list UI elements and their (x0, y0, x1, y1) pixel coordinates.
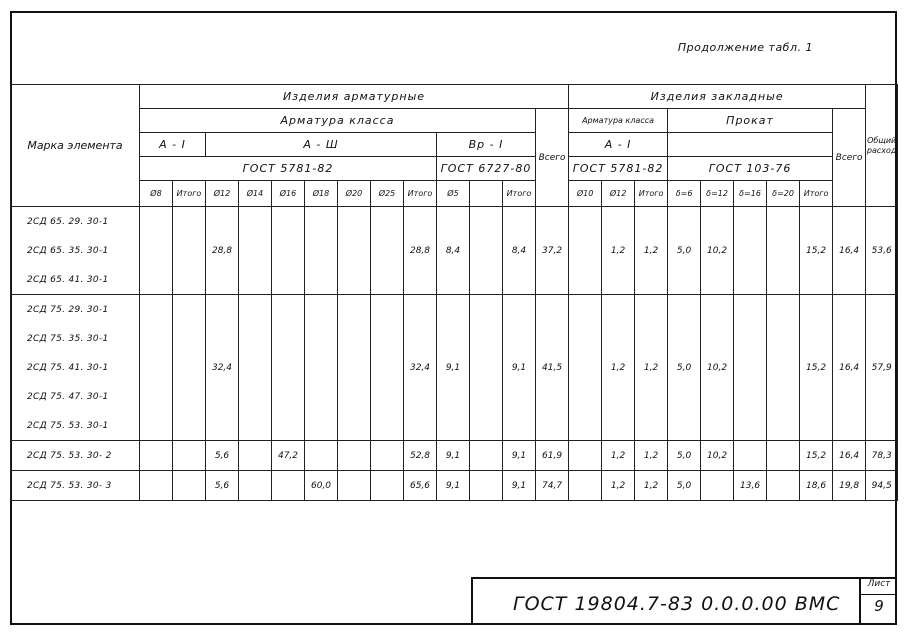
column-header: δ=16 (734, 181, 767, 207)
document-code: ГОСТ 19804.7-83 0.0.0.00 ВМС (513, 593, 841, 615)
obshchiy-header: Общий расход (866, 85, 898, 207)
table-cell: 15,2 (800, 441, 833, 471)
table-cell (239, 471, 272, 501)
gost-5781-zakl-header: ГОСТ 5781-82 (569, 157, 668, 181)
table-cell: 61,9 (536, 441, 569, 471)
column-header: δ=12 (701, 181, 734, 207)
table-continuation-label: Продолжение табл. 1 (677, 41, 813, 54)
table-cell (140, 441, 173, 471)
armatura-klassa-header: Арматура класса (140, 109, 536, 133)
table-cell (767, 441, 800, 471)
table-cell: 10,2 (701, 441, 734, 471)
table-cell: 1,2 (602, 441, 635, 471)
gost-6727-header: ГОСТ 6727-80 (437, 157, 536, 181)
column-header: Ø14 (239, 181, 272, 207)
table-cell: 9,1 (437, 471, 470, 501)
gost-103-header: ГОСТ 103-76 (668, 157, 833, 181)
column-header: Итого (635, 181, 668, 207)
table-cell (173, 207, 206, 295)
table-cell (371, 441, 404, 471)
table-cell: 8,4 (503, 207, 536, 295)
column-header (470, 181, 503, 207)
column-header: δ=20 (767, 181, 800, 207)
marka-header: Марка элемента (11, 85, 140, 207)
column-header: Ø18 (305, 181, 338, 207)
table-cell (272, 471, 305, 501)
column-header: Ø16 (272, 181, 305, 207)
table-cell (767, 471, 800, 501)
table-cell: 1,2 (635, 471, 668, 501)
table-cell: 47,2 (272, 441, 305, 471)
table-cell (470, 471, 503, 501)
column-header: Ø5 (437, 181, 470, 207)
table-cell: 9,1 (437, 295, 470, 441)
gost-5781-header: ГОСТ 5781-82 (140, 157, 437, 181)
table-cell (371, 471, 404, 501)
element-mark: 2СД 75. 53. 30-1 (11, 411, 140, 441)
table-cell: 65,6 (404, 471, 437, 501)
table-cell: 5,6 (206, 441, 239, 471)
table-cell (305, 207, 338, 295)
armatura-klassa-zakl-header: Арматура класса (569, 109, 668, 133)
table-cell (734, 441, 767, 471)
element-mark: 2СД 75. 53. 30- 3 (11, 471, 140, 501)
table-cell (338, 295, 371, 441)
table-cell: 41,5 (536, 295, 569, 441)
table-cell (470, 295, 503, 441)
table-cell (305, 295, 338, 441)
table-cell (140, 207, 173, 295)
table-cell: 9,1 (503, 441, 536, 471)
element-mark: 2СД 65. 35. 30-1 (11, 236, 140, 265)
element-mark: 2СД 65. 41. 30-1 (11, 265, 140, 295)
table-cell (173, 295, 206, 441)
table-cell (470, 441, 503, 471)
table-cell (338, 207, 371, 295)
table-cell: 9,1 (503, 295, 536, 441)
table-cell: 16,4 (833, 295, 866, 441)
table-cell (767, 295, 800, 441)
table-cell (272, 207, 305, 295)
element-mark: 2СД 75. 35. 30-1 (11, 324, 140, 353)
column-header: Ø20 (338, 181, 371, 207)
table-cell: 28,8 (206, 207, 239, 295)
bp1-header: Вр - I (437, 133, 536, 157)
element-mark: 2СД 75. 41. 30-1 (11, 353, 140, 382)
table-cell (239, 207, 272, 295)
table-cell: 5,0 (668, 295, 701, 441)
table-cell: 5,6 (206, 471, 239, 501)
table-cell (767, 207, 800, 295)
table-cell: 57,9 (866, 295, 898, 441)
prokat-header: Прокат (668, 109, 833, 133)
table-cell (338, 471, 371, 501)
table-cell: 15,2 (800, 295, 833, 441)
table-cell: 5,0 (668, 471, 701, 501)
title-block (471, 577, 897, 625)
table-cell (305, 441, 338, 471)
vsego-header: Всего (536, 109, 569, 207)
element-mark: 2СД 75. 47. 30-1 (11, 382, 140, 411)
table-cell: 15,2 (800, 207, 833, 295)
table-cell (239, 441, 272, 471)
table-cell: 78,3 (866, 441, 898, 471)
table-cell (569, 207, 602, 295)
table-cell: 74,7 (536, 471, 569, 501)
column-header: Ø12 (206, 181, 239, 207)
table-cell: 16,4 (833, 207, 866, 295)
element-mark: 2СД 65. 29. 30-1 (11, 207, 140, 237)
table-cell (371, 207, 404, 295)
column-header: Итого (404, 181, 437, 207)
table-cell: 18,6 (800, 471, 833, 501)
table-cell: 32,4 (206, 295, 239, 441)
table-cell (338, 441, 371, 471)
table-cell: 5,0 (668, 207, 701, 295)
table-cell (734, 295, 767, 441)
sheet-box (859, 579, 897, 625)
table-cell (173, 471, 206, 501)
izdeliya-zakladnye-header: Изделия закладные (569, 85, 866, 109)
element-mark: 2СД 75. 29. 30-1 (11, 295, 140, 325)
sheet-label: Лист (861, 579, 897, 595)
table-cell: 10,2 (701, 207, 734, 295)
table-cell: 53,6 (866, 207, 898, 295)
table-row (11, 207, 898, 237)
column-header: Ø12 (602, 181, 635, 207)
table-row (11, 295, 898, 325)
table-row (11, 441, 898, 471)
table-cell (371, 295, 404, 441)
column-header: Итого (503, 181, 536, 207)
table-cell: 1,2 (635, 295, 668, 441)
a3-header: А - Ш (206, 133, 437, 157)
table-cell: 1,2 (602, 471, 635, 501)
table-cell (140, 295, 173, 441)
table-cell: 37,2 (536, 207, 569, 295)
table-cell: 94,5 (866, 471, 898, 501)
table-cell: 9,1 (503, 471, 536, 501)
table-cell: 60,0 (305, 471, 338, 501)
izdeliya-armaturnye-header: Изделия арматурные (140, 85, 569, 109)
table-cell: 1,2 (602, 207, 635, 295)
table-cell: 16,4 (833, 441, 866, 471)
table-row (11, 471, 898, 501)
column-header: Итого (173, 181, 206, 207)
column-header: δ=6 (668, 181, 701, 207)
element-mark: 2СД 75. 53. 30- 2 (11, 441, 140, 471)
table-cell: 1,2 (602, 295, 635, 441)
vsego-zakl-header: Всего (833, 109, 866, 207)
table-cell: 9,1 (437, 441, 470, 471)
table-cell (272, 295, 305, 441)
prokat-blank (668, 133, 833, 157)
table-cell: 28,8 (404, 207, 437, 295)
table-cell: 10,2 (701, 295, 734, 441)
table-cell (734, 207, 767, 295)
table-cell (239, 295, 272, 441)
column-header: Ø25 (371, 181, 404, 207)
table-cell: 19,8 (833, 471, 866, 501)
column-header: Ø10 (569, 181, 602, 207)
table-cell (701, 471, 734, 501)
a1-header: А - I (140, 133, 206, 157)
table-cell: 5,0 (668, 441, 701, 471)
table-cell (569, 295, 602, 441)
table-cell (470, 207, 503, 295)
column-header: Итого (800, 181, 833, 207)
column-header: Ø8 (140, 181, 173, 207)
table-cell (140, 471, 173, 501)
table-cell (569, 471, 602, 501)
table-cell: 13,6 (734, 471, 767, 501)
table-cell (173, 441, 206, 471)
a1-zakl-header: А - I (569, 133, 668, 157)
table-cell: 8,4 (437, 207, 470, 295)
table-cell: 32,4 (404, 295, 437, 441)
table-cell (569, 441, 602, 471)
table-cell: 52,8 (404, 441, 437, 471)
table-cell: 1,2 (635, 441, 668, 471)
table-cell: 1,2 (635, 207, 668, 295)
specification-table (10, 84, 898, 501)
sheet-number: 9 (874, 597, 884, 615)
